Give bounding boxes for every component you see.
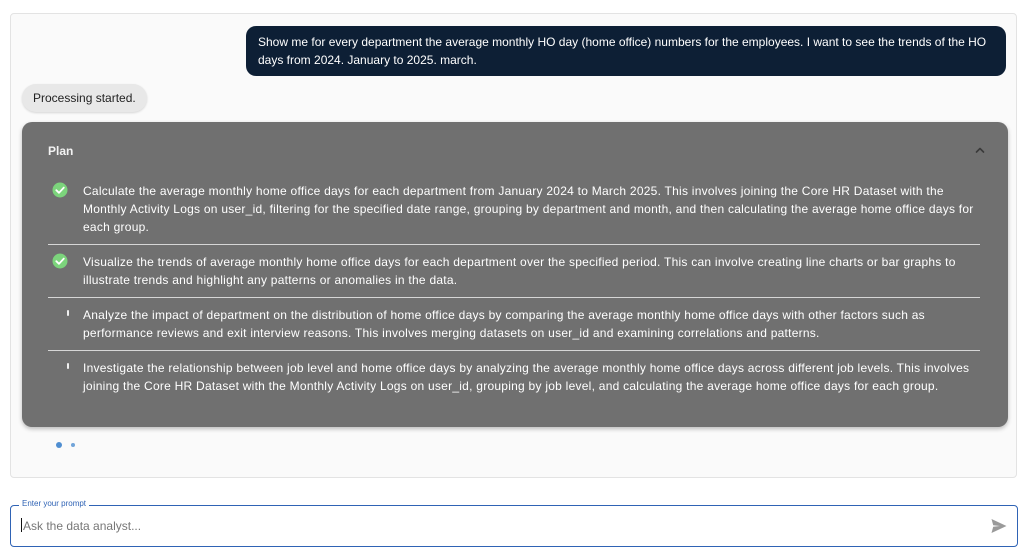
typing-dot [71, 443, 75, 447]
prompt-input[interactable] [21, 514, 975, 538]
send-icon[interactable] [989, 516, 1009, 536]
plan-step [48, 297, 980, 350]
text-caret [21, 518, 22, 532]
plan-step [48, 350, 980, 403]
prompt-label: Enter your prompt [19, 499, 89, 508]
plan-step [48, 244, 980, 297]
plan-step-text: Investigate the relationship between job level and home office days by analyzing the average monthly home office days across different job levels. This involves joining the Core HR Dataset with the Monthly Activity Logs on user_id, grouping by job level, and calculating the average home office days for each group. [83, 361, 970, 393]
plan-step [48, 174, 980, 244]
plan-step-text: Visualize the trends of average monthly home office days for each department over the specified period. This can involve creating line charts or bar graphs to illustrate trends and highlight any patterns or anomalies in the data. [83, 255, 956, 287]
check-circle-icon [52, 253, 68, 269]
typing-dot [56, 442, 62, 448]
chat-panel [10, 13, 1017, 478]
chevron-up-icon[interactable] [974, 144, 986, 156]
plan-title: Plan [48, 144, 74, 158]
plan-steps [48, 174, 980, 403]
plan-card [22, 122, 1008, 427]
user-message: Show me for every department the average monthly HO day (home office) numbers for the employees. I want to see the trends of the HO days from 2024. January to 2025. march. [246, 26, 1006, 76]
pending-icon [67, 310, 69, 316]
pending-icon [67, 363, 69, 369]
plan-step-text: Analyze the impact of department on the distribution of home office days by comparing the average monthly home office days with other factors such as performance reviews and exit interview reasons. This involves merging datasets on user_id and examining correlations and patterns. [83, 308, 925, 340]
status-message: Processing started. [22, 84, 147, 112]
plan-step-text: Calculate the average monthly home office days for each department from January 2024 to March 2025. This involves joining the Core HR Dataset with the Monthly Activity Logs on user_id, filtering for the specified date range, grouping by department and month, and then calculating the average home office days for each group. [83, 184, 974, 234]
check-circle-icon [52, 182, 68, 198]
prompt-box [10, 499, 1018, 547]
